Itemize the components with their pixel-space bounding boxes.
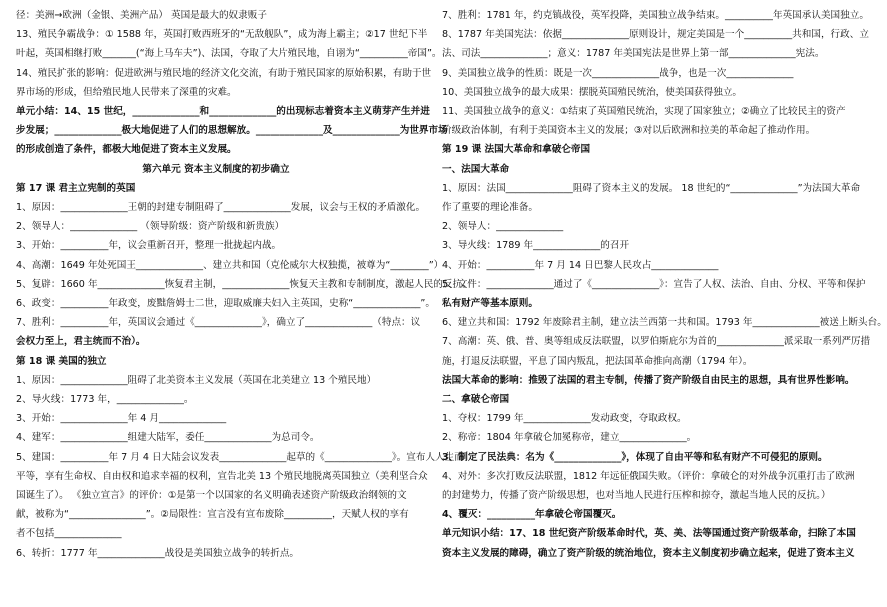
- right-text-line: 2、领导人：______________: [442, 221, 564, 233]
- right-text-line: 11、美国独立战争的意义：①结束了英国殖民统治，实现了国家独立；②确立了比较民主的资产: [442, 106, 846, 118]
- right-text-line: 1、夺权：1799 年______________发动政变，夺取政权。: [442, 413, 687, 425]
- right-text-line: 9、美国独立战争的性质：既是一次______________战争，也是一次______________: [442, 67, 794, 79]
- right-text-line: 私有财产等基本原则。: [442, 298, 538, 310]
- right-text-line: 1、原因：法国______________阻碍了资本主义的发展。 18 世纪的“______________”为法国大革命: [442, 182, 861, 194]
- left-text-line: 14、殖民扩张的影响：促进欧洲与殖民地的经济文化交流，有助于殖民国家的原始积累，有助于世: [16, 67, 432, 79]
- left-text-line: 3、开始：______________年 4 月______________: [16, 413, 227, 425]
- left-text-line: 第六单元 资本主义制度的初步确立: [142, 163, 290, 175]
- right-text-line: 第 19 课 法国大革命和拿破仑帝国: [442, 144, 591, 156]
- left-text-line: 6、转折：1777 年______________战役是美国独立战争的转折点。: [16, 547, 300, 559]
- right-text-line: 作了重要的理论准备。: [442, 202, 538, 214]
- right-text-line: 3、导火线：1789 年______________的召开: [442, 240, 630, 252]
- left-text-line: 单元小结：14、15 世纪，______________和______________的出现标志着资本主义萌芽产生并进: [16, 106, 430, 118]
- left-text-line: 2、领导人：______________ （领导阶级：资产阶级和新贵族）: [16, 221, 285, 233]
- right-text-line: 单元知识小结：17、18 世纪资产阶级革命时代，英、美、法等国通过资产阶级革命，扫除了本国: [442, 528, 856, 540]
- right-text-line: 10、美国独立战争的最大成果：摆脱英国殖民统治，使美国获得独立。: [442, 86, 743, 98]
- right-text-line: 5、文件：______________通过了《______________》：宣告了人权、法治、自由、分权、平等和保护: [442, 278, 866, 290]
- left-text-line: 会权力至上，君主统而不治）。: [16, 336, 146, 348]
- right-text-line: 7、高潮：英、俄、普、奥等组成反法联盟，以罗伯斯庇尔为首的______________派采取一系列严厉措: [442, 336, 871, 348]
- right-text-line: 8、1787 年美国宪法：依据______________原则设计，规定美国是一个__________共和国，行政、立: [442, 29, 869, 41]
- left-text-line: 步发展；______________极大地促进了人们的思想解放。______________及______________为世界市场: [16, 125, 448, 137]
- left-text-line: 1、原因：______________阻碍了北美资本主义发展（英国在北美建立 13 个殖民地）: [16, 374, 377, 386]
- right-text-line: 阶级政治体制，有利于美国资本主义的发展；③对以后欧洲和拉美的革命起了推动作用。: [442, 125, 816, 137]
- left-text-line: 3、开始：__________年，议会重新召开，整理一批拢起内战。: [16, 240, 282, 252]
- right-text-line: 法国大革命的影响：推毁了法国的君主专制，传播了资产阶级自由民主的思想，具有世界性影响。: [442, 374, 855, 386]
- right-text-line: 6、建立共和国：1792 年废除君主制，建立法兰西第一共和国。1793 年______________被送上断头台。: [442, 317, 887, 329]
- right-text-line: 4、对外：多次打败反法联盟，1812 年远征俄国失败。（评价：拿破仑的对外战争沉重打击了欧洲: [442, 470, 855, 482]
- left-text-line: 第 17 课 君主立宪制的英国: [16, 182, 136, 194]
- left-text-line: 第 18 课 美国的独立: [16, 355, 107, 367]
- left-text-line: 4、高潮：1649 年处死国王______________、建立共和国（克伦威尔大权独揽，被尊为“________”）: [16, 259, 444, 271]
- left-text-line: 7、胜利：__________年，英国议会通过《______________》，确立了______________（特点：议: [16, 317, 421, 329]
- left-text-line: 5、复辟：1660 年______________恢复君主制，______________恢复天主教和专制制度，激起人民的反抗。: [16, 278, 472, 290]
- left-text-line: 者不包括______________: [16, 528, 122, 540]
- left-text-line: 1、原因：______________王朝的封建专制阻碍了______________发展，议会与王权的矛盾激化。: [16, 202, 426, 214]
- left-text-line: 13、殖民争霸战争：① 1588 年，英国打败西班牙的“无敌舰队”，成为海上霸主；②17 世纪下半: [16, 29, 428, 41]
- right-text-line: 4、覆灭：__________年拿破仑帝国覆灭。: [442, 509, 622, 521]
- left-text-line: 径：美洲→欧洲（金银、美洲产品） 英国是最大的奴隶贩子: [16, 10, 267, 21]
- left-text-line: 献，被称为“________________”。②局限性：宣言没有宣布废除__________，天赋人权的享有: [16, 509, 409, 521]
- right-text-line: 3、制定了民法典：名为《______________》，体现了自由平等和私有财产不可侵犯的原则。: [442, 451, 828, 463]
- right-text-line: 资本主义发展的障碍，确立了资产阶级的统治地位，资本主义制度初步确立起来，促进了资本主义: [442, 547, 855, 559]
- left-text-line: 5、建国：__________年 7 月 4 日大陆会议发表______________起草的《______________》。宣布人人生而: [16, 451, 464, 463]
- left-text-line: 界市场的形成，但给殖民地人民带来了深重的灾难。: [16, 86, 237, 98]
- left-text-line: 4、建军：______________组建大陆军，委任______________为总司令。: [16, 432, 320, 444]
- left-column: [16, 6, 472, 563]
- right-text-line: 7、胜利：1781 年，约克镇战役，英军投降，美国独立战争结束。__________年英国承认美国独立。: [442, 10, 869, 21]
- left-text-line: 的形成创造了条件，都极大地促进了资本主义发展。: [16, 144, 237, 156]
- left-text-line: 6、政变：__________年政变，废黜詹姆士二世，迎取威廉夫妇入主英国，史称“______________”。: [16, 298, 435, 310]
- right-text-line: 施，打退反法联盟，平息了国内叛乱，把法国革命推向高潮（1794 年）。: [442, 355, 753, 367]
- right-column: [442, 6, 887, 563]
- left-text-line: 平等，享有生命权、自由权和追求幸福的权利，宣告北美 13 个殖民地脱离英国独立（美利坚合众: [16, 470, 428, 482]
- right-text-line: 一、法国大革命: [442, 163, 510, 175]
- left-text-line: 国诞生了）。 《独立宣言》的评价：①是第一个以国家的名义明确表述资产阶级政治纲领的文: [16, 490, 407, 502]
- right-text-line: 4、开始：__________年 7 月 14 日巴黎人民攻占______________: [442, 259, 719, 271]
- right-text-line: 的封建势力，传播了资产阶级思想，也对当地人民进行压榨和掠夺，激起当地人民的反抗。）: [442, 490, 831, 502]
- right-text-line: 二、拿破仑帝国: [442, 394, 510, 406]
- right-text-line: 2、称帝：1804 年拿破仑加冕称帝，建立______________。: [442, 432, 697, 444]
- left-text-line: 叶起，英国相继打败_______(“海上马车夫”)、法国，夺取了大片殖民地，自诩为“__________帝国”。: [16, 48, 442, 60]
- right-text-line: 法、司法______________；意义：1787 年美国宪法是世界上第一部______________宪法。: [442, 48, 825, 60]
- left-text-line: 2、导火线：1773 年，______________。: [16, 394, 194, 406]
